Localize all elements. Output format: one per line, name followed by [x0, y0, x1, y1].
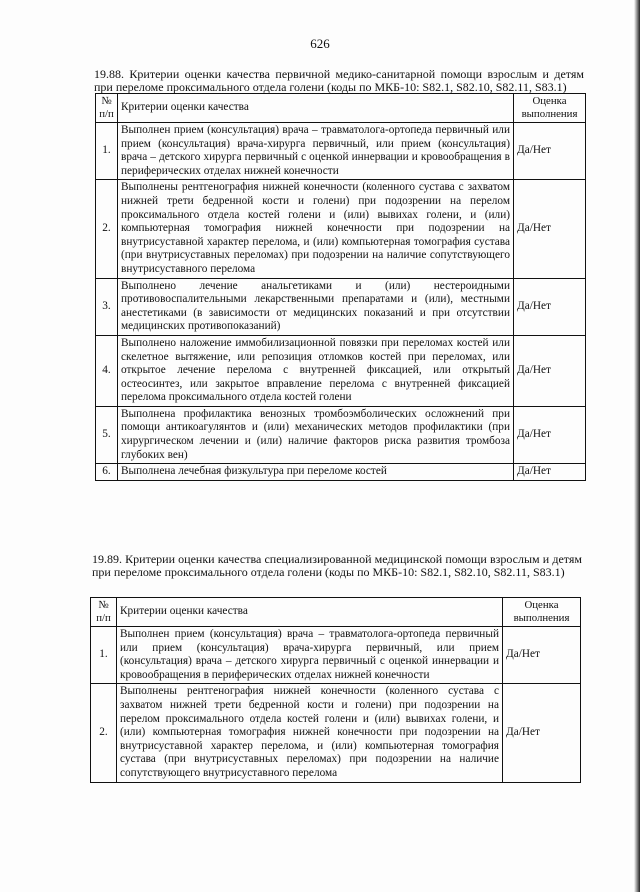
page-number: 626: [310, 36, 330, 51]
table-header-row: [91, 598, 581, 627]
row-num: 4.: [96, 335, 118, 406]
table-row: [96, 278, 586, 335]
scan-edge: [634, 0, 640, 892]
row-criteria: Выполнены рентгенография нижней конечности (коленного сустава с захватом нижней трети бедренной кости и голени) при подозрении на перелом проксимального отдела костей голени и (или) вывихах голени, и (или) компьютерная томография нижней конечности при подозрении на внутрисуставной характер перелома, и (или) компьютерная томография сустава (при внутрисуставных переломах) при подозрении на наличие сопутствующего внутрисуставного перелома: [118, 180, 514, 278]
row-num: 1.: [91, 627, 117, 684]
table-row: [96, 406, 586, 463]
row-criteria: Выполнена лечебная физкультура при переломе костей: [118, 464, 514, 481]
header-criteria: Критерии оценки качества: [117, 598, 503, 627]
table-row: [96, 123, 586, 180]
table-row: [96, 335, 586, 406]
table-row: [96, 180, 586, 278]
section-title-19-89: 19.89. Критерии оценки качества специализированной медицинской помощи взрослым и детям при переломе проксимального отдела голени (коды по МКБ-10: S82.1, S82.10, S82.11, S83.1): [92, 552, 582, 579]
row-evaluation: Да/Нет: [514, 464, 586, 481]
row-evaluation: Да/Нет: [514, 180, 586, 278]
header-num: № п/п: [96, 94, 118, 123]
row-num: 2.: [96, 180, 118, 278]
table-row: [96, 464, 586, 481]
row-criteria: Выполнены рентгенография нижней конечности (коленного сустава с захватом нижней трети бедренной кости и голени) при подозрении на перелом проксимального отдела костей голени и (или) вывихах голени, и (или) компьютерная томография нижней конечности при подозрении на внутрисуставной характер перелома, и (или) компьютерная томография сустава (при внутрисуставных переломах) при подозрении на наличие сопутствующего внутрисуставного перелома: [117, 684, 503, 782]
row-criteria: Выполнена профилактика венозных тромбоэмболических осложнений при помощи антикоагулянтов и (или) механических методов профилактики (при хирургическом лечении и (или) наличие факторов риска развития тромбоза глубоких вен): [118, 406, 514, 463]
row-num: 6.: [96, 464, 118, 481]
row-evaluation: Да/Нет: [503, 627, 581, 684]
criteria-table-19-89: [90, 597, 581, 783]
row-evaluation: Да/Нет: [514, 278, 586, 335]
header-evaluation: Оценка выполнения: [503, 598, 581, 627]
row-evaluation: Да/Нет: [514, 406, 586, 463]
row-evaluation: Да/Нет: [514, 123, 586, 180]
criteria-table-19-88: [95, 93, 586, 481]
row-evaluation: Да/Нет: [503, 684, 581, 782]
table-header-row: [96, 94, 586, 123]
table-row: [91, 627, 581, 684]
row-evaluation: Да/Нет: [514, 335, 586, 406]
row-num: 2.: [91, 684, 117, 782]
header-criteria: Критерии оценки качества: [118, 94, 514, 123]
row-criteria: Выполнено лечение анальгетиками и (или) нестероидными противовоспалительными лекарственными препаратами и (или), местными анестетиками (в зависимости от медицинских показаний и при отсутствии медицинских противопоказаний): [118, 278, 514, 335]
table-row: [91, 684, 581, 782]
row-criteria: Выполнен прием (консультация) врача – травматолога-ортопеда первичный или прием (консультация) врача-хирурга первичный, или прием (консультация) врача – детского хирурга первичный с оценкой иннервации и кровообращения в периферических отделах нижней конечности: [117, 627, 503, 684]
row-num: 1.: [96, 123, 118, 180]
row-criteria: Выполнено наложение иммобилизационной повязки при переломах костей или скелетное вытяжение, или репозиция отломков костей при переломах, или открытое лечение перелома с внутренней фиксацией, или открытый остеосинтез, или закрытое вправление перелома с внутренней фиксацией перелома проксимального отдела костей голени: [118, 335, 514, 406]
header-evaluation: Оценка выполнения: [514, 94, 586, 123]
row-criteria: Выполнен прием (консультация) врача – травматолога-ортопеда первичный или прием (консультация) врача-хирурга первичный, или прием (консультация) врача – детского хирурга первичный с оценкой иннервации и кровообращения в периферических отделах нижней конечности: [118, 123, 514, 180]
header-num: № п/п: [91, 598, 117, 627]
section-title-19-88: 19.88. Критерии оценки качества первичной медико-санитарной помощи взрослым и детям при переломе проксимального отдела голени (коды по МКБ-10: S82.1, S82.10, S82.11, S83.1): [94, 67, 584, 94]
row-num: 5.: [96, 406, 118, 463]
row-num: 3.: [96, 278, 118, 335]
